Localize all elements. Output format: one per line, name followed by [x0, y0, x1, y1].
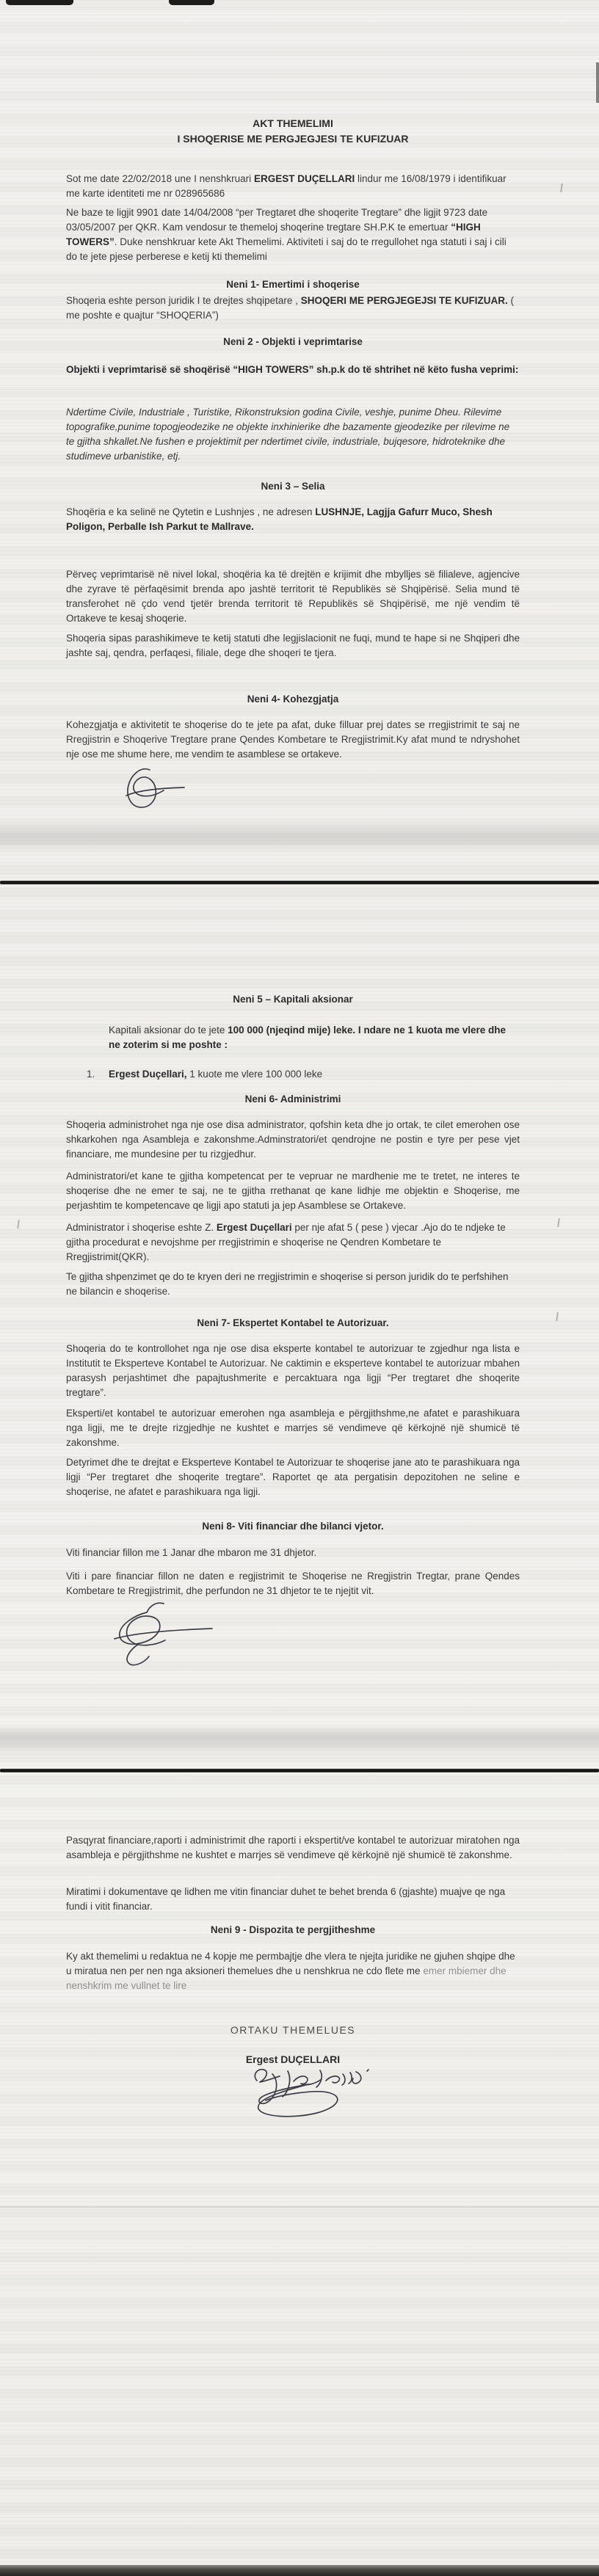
document-title — [66, 116, 520, 147]
scan-edge-artifact — [169, 0, 214, 5]
heading-neni-1: Neni 1- Emertimi i shoqerise — [226, 279, 360, 290]
signature-name-icon — [250, 2064, 380, 2122]
document-title-line1: AKT THEMELIMI — [253, 117, 333, 129]
page-seam-faint — [0, 2206, 599, 2208]
scan-smudge-band — [0, 823, 599, 848]
scan-edge-artifact — [596, 62, 599, 103]
shareholder-list-item — [87, 1067, 520, 1082]
text-segment: 1 kuote me vlere 100 000 leke — [186, 1069, 323, 1080]
neni-3-paragraph-2: Përveç veprimtarisë në nivel lokal, shoqëria ka të drejtën e krijimit dhe mbylljes së filialeve, agjencive dhe zyrave të përfaqësimit brenda apo jashtë territorit të Republikës së Shqipërisë. Selia mund të transferohet në çdo vend tjetër brenda territorit të Republikës së Shqipërisë, me një vendim të Ortakeve te kesaj shoqerie. — [66, 569, 520, 624]
neni-6-paragraph-2: Administratori/et kane te gjitha kompetencat per te vepruar ne mardhenie me te tretet, ne interes te shoqerise dhe ne emer te saj, ne te gjitha rrethanat qe kane lidhje me objektin e Shoqerise, me perjashtim te kompetencave qe ligji apo statuti ja jep Asamblese se Ortakeve. — [66, 1171, 520, 1211]
heading-neni-6: Neni 6- Administrimi — [244, 1094, 341, 1105]
neni-7-paragraph-1: Shoqeria do te kontrollohet nga nje ose disa eksperte kontabel te autorizuar te zgjedhur nga lista e Institutit te Eksperteve Kontabel te Autorizuar. Ne caktimin e eksperteve kontabel te autorizuar mbahen parasysh perjashtimet dhe papajtushmerite e percaktuara nga ligji “Per tregtaret dhe shoqerite tregtare”. — [66, 1343, 520, 1398]
neni-6-paragraph-3 — [66, 1220, 520, 1265]
list-item-number: 1. — [87, 1069, 95, 1080]
neni-8-paragraph-2: Viti i pare financiar fillon ne daten e regjistrimit te Shoqerise ne Rregjistrin Tregtar, prane Qendes Kombetare te Rregjistrimit, dhe perfundon ne 31 dhjetor te te njejtit vit. — [66, 1571, 520, 1596]
neni-9-paragraph — [66, 1949, 520, 1993]
neni-3-paragraph-3: Shoqeria sipas parashikimeve te ketij statuti dhe legjislacionit ne fuqi, mund te hape si ne Shqiperi dhe jashte saj, qendra, perfaqesi, filiale, dege dhe shoqeri te tjera. — [66, 633, 520, 658]
text-segment-faint: emer mbiemer dhe nenshkrim me vullnet te lire — [66, 1965, 507, 1991]
text-segment: Kapitali aksionar do te jete — [109, 1025, 228, 1036]
page-seam — [0, 881, 599, 884]
heading-neni-9: Neni 9 - Dispozita te pergjitheshme — [210, 1924, 376, 1935]
page3-paragraph-2: Miratimi i dokumentave qe lidhen me vitin financiar duhet te behet brenda 6 (gjashte) muajve qe nga fundi i vitit financiar. — [66, 1886, 506, 1912]
heading-neni-2: Neni 2 - Objekti i veprimtarise — [223, 336, 363, 347]
administrator-name-inline: Ergest Duçellari — [216, 1222, 292, 1233]
scan-speck — [556, 1312, 559, 1321]
handwritten-signature-3 — [250, 2064, 380, 2122]
shareholder-name-inline: Ergest Duçellari, — [109, 1069, 187, 1080]
handwritten-signature-2 — [105, 1600, 215, 1667]
scan-speck — [557, 1218, 560, 1227]
heading-neni-5: Neni 5 – Kapitali aksionar — [233, 994, 353, 1005]
founder-section-label: ORTAKU THEMELUES — [230, 2024, 356, 2036]
text-segment: per nje afat 5 ( pese ) vjecar .Ajo do te ndjeke te gjitha procedurat e nevojshme per rregjistrimin e shoqerise ne Qendren Kombetare te Rregjistrimit(QKR). — [66, 1222, 506, 1262]
intro-paragraph-1 — [66, 172, 520, 201]
neni-8-paragraph-1: Viti financiar fillon me 1 Janar dhe mbaron me 31 dhjetor. — [66, 1547, 317, 1558]
neni-1-paragraph — [66, 294, 520, 323]
founder-name: Ergest DUÇELLARI — [245, 2053, 341, 2065]
list-item-text — [109, 1067, 322, 1082]
scan-speck — [17, 1220, 20, 1229]
signature-scribble-icon — [105, 1600, 215, 1667]
page3-paragraph-1: Pasqyrat financiare,raporti i administrimit dhe raporti i ekspertit/ve kontabel te autorizuar miratohen nga asambleja e përgjithshme ne kushtet e marrjes së vendimeve që kërkojnë një shumicë të zakonshme. — [66, 1835, 520, 1860]
scan-edge-bottom — [0, 2565, 599, 2576]
company-name-inline: “HIGH TOWERS” — [66, 222, 481, 247]
text-segment: Sot me date 22/02/2018 une I nenshkruari — [66, 173, 254, 184]
address-inline: LUSHNJE, Lagjja Gafurr Muco, Shesh Poligon, Perballe Ish Parkut te Mallrave. — [66, 506, 493, 532]
neni-7-paragraph-2: Eksperti/et kontabel te autorizuar emerohen nga asambleja e përgjithshme,ne afatet e parashikuara nga ligji, me te drejte rizgjedhje ne kushtet e marrjes së vendimeve që kërkojnë një shumicë të zakonshme. — [66, 1408, 520, 1448]
page-seam — [0, 1769, 599, 1772]
text-segment: Ky akt themelimi u redaktua ne 4 kopje me permbajtje dhe vlera te njejta juridike ne gjuhen shqipe dhe u miratua nen per nen nga aksioneri themelues dhe u nenshkrua ne cdo flete me — [66, 1951, 515, 1976]
neni-3-paragraph-1 — [66, 505, 520, 534]
document-title-line2: I SHOQERISE ME PERGJEGJESI TE KUFIZUAR — [177, 133, 409, 145]
text-segment: ( me poshte e quajtur “SHOQERIA”) — [66, 295, 514, 321]
heading-neni-7: Neni 7- Ekspertet Kontabel te Autorizuar. — [197, 1317, 389, 1328]
neni-7-paragraph-3: Detyrimet dhe te drejtat e Eksperteve Kontabel te Autorizuar te shoqerise jane ato te parashikuara nga ligji “Per tregtaret dhe shoqerite tregtare”. Raportet qe ata pergatisin depozitohen ne seline e shoqerise, ne afatet e parashikuara nga ligji. — [66, 1457, 520, 1497]
neni-6-paragraph-4: Te gjitha shpenzimet qe do te kryen deri ne rregjistrimin e shoqerise si person juridik do te perfshihen ne bilancin e shoqerise. — [66, 1271, 509, 1297]
neni-2-paragraph-2: Ndertime Civile, Industriale , Turistike, Rikonstruksion godina Civile, veshje, punime Dheu. Rilevime topografike,punime topogjeodezike ne objekte inxhinierike dhe bazamente gjeodezike per rilevime ne te gjitha shkallet.Ne fushen e projektimit per ndertimet civile, industriale, bujqesore, hidroteknike dhe studimeve urbanistike, etj. — [66, 407, 510, 462]
neni-5-paragraph — [109, 1023, 520, 1052]
founder-name-inline: ERGEST DUÇELLARI — [253, 173, 355, 184]
text-segment: Shoqëria e ka selinë ne Qytetin e Lushnjes , ne adresen — [66, 506, 316, 517]
scan-speck — [560, 183, 563, 192]
text-segment: Ne baze te ligjit 9901 date 14/04/2008 “per Tregtaret dhe shoqerite Tregtare” dhe ligjit 9723 date 03/05/2007 per QKR. Kam vendosur te themeloj shoqerine tregtare SH.P.K te emertuar — [66, 207, 488, 233]
heading-neni-3: Neni 3 – Selia — [261, 481, 325, 492]
text-segment: . Duke nenshkruar kete Akt Themelimi. Aktiviteti i saj do te rregullohet nga statuti i saj i cili do te jete pjese perberese e ketij kti themelimi — [66, 236, 507, 262]
text-segment: Administrator i shoqerise eshte Z. — [66, 1222, 217, 1233]
neni-4-paragraph: Kohezgjatja e aktivitetit te shoqerise do te jete pa afat, duke filluar prej dates se rregjistrimit te saj ne Rregjistrin e Shoqerive Tregtare prane Qendes Kombetare te Rregjistrimit.Ky afat mund te ndryshohet nje ose me shume here, me vendim te asamblese se ortakeve. — [66, 719, 520, 760]
text-segment: lindur me 16/08/1979 i identifikuar me karte identiteti me nr 028965686 — [66, 173, 507, 199]
signature-scribble-icon — [117, 765, 187, 812]
text-segment: Shoqeria eshte person juridik I te drejtes shqipetare , — [66, 295, 301, 306]
handwritten-signature-1 — [117, 765, 187, 812]
scan-edge-artifact — [6, 0, 73, 5]
scan-smudge-band — [0, 1725, 599, 1754]
neni-6-paragraph-1: Shoqeria administrohet nga nje ose disa administrator, qofshin keta dhe jo ortak, te cilet emerohen ose shkarkohen nga Asambleja e zakonshme.Adminstratori/et qendrojne ne postin e tyre per pese vjet financiare, me mundesine per tu rizgjedhur. — [66, 1119, 520, 1160]
neni-2-paragraph-1: Objekti i veprimtarisë së shoqërisë “HIGH TOWERS” sh.p.k do të shtrihet në këto fusha veprimi: — [66, 364, 519, 375]
text-segment-bold: SHOQERI ME PERGJEGEJSI TE KUFIZUAR. — [300, 295, 508, 306]
heading-neni-4: Neni 4- Kohezgjatja — [247, 694, 339, 705]
intro-paragraph-2 — [66, 205, 520, 264]
heading-neni-8: Neni 8- Viti financiar dhe bilanci vjetor. — [202, 1521, 384, 1532]
capital-amount-inline: 100 000 (njeqind mije) leke. I ndare ne 1 kuota me vlere dhe ne zoterim si me poshte : — [109, 1025, 507, 1050]
